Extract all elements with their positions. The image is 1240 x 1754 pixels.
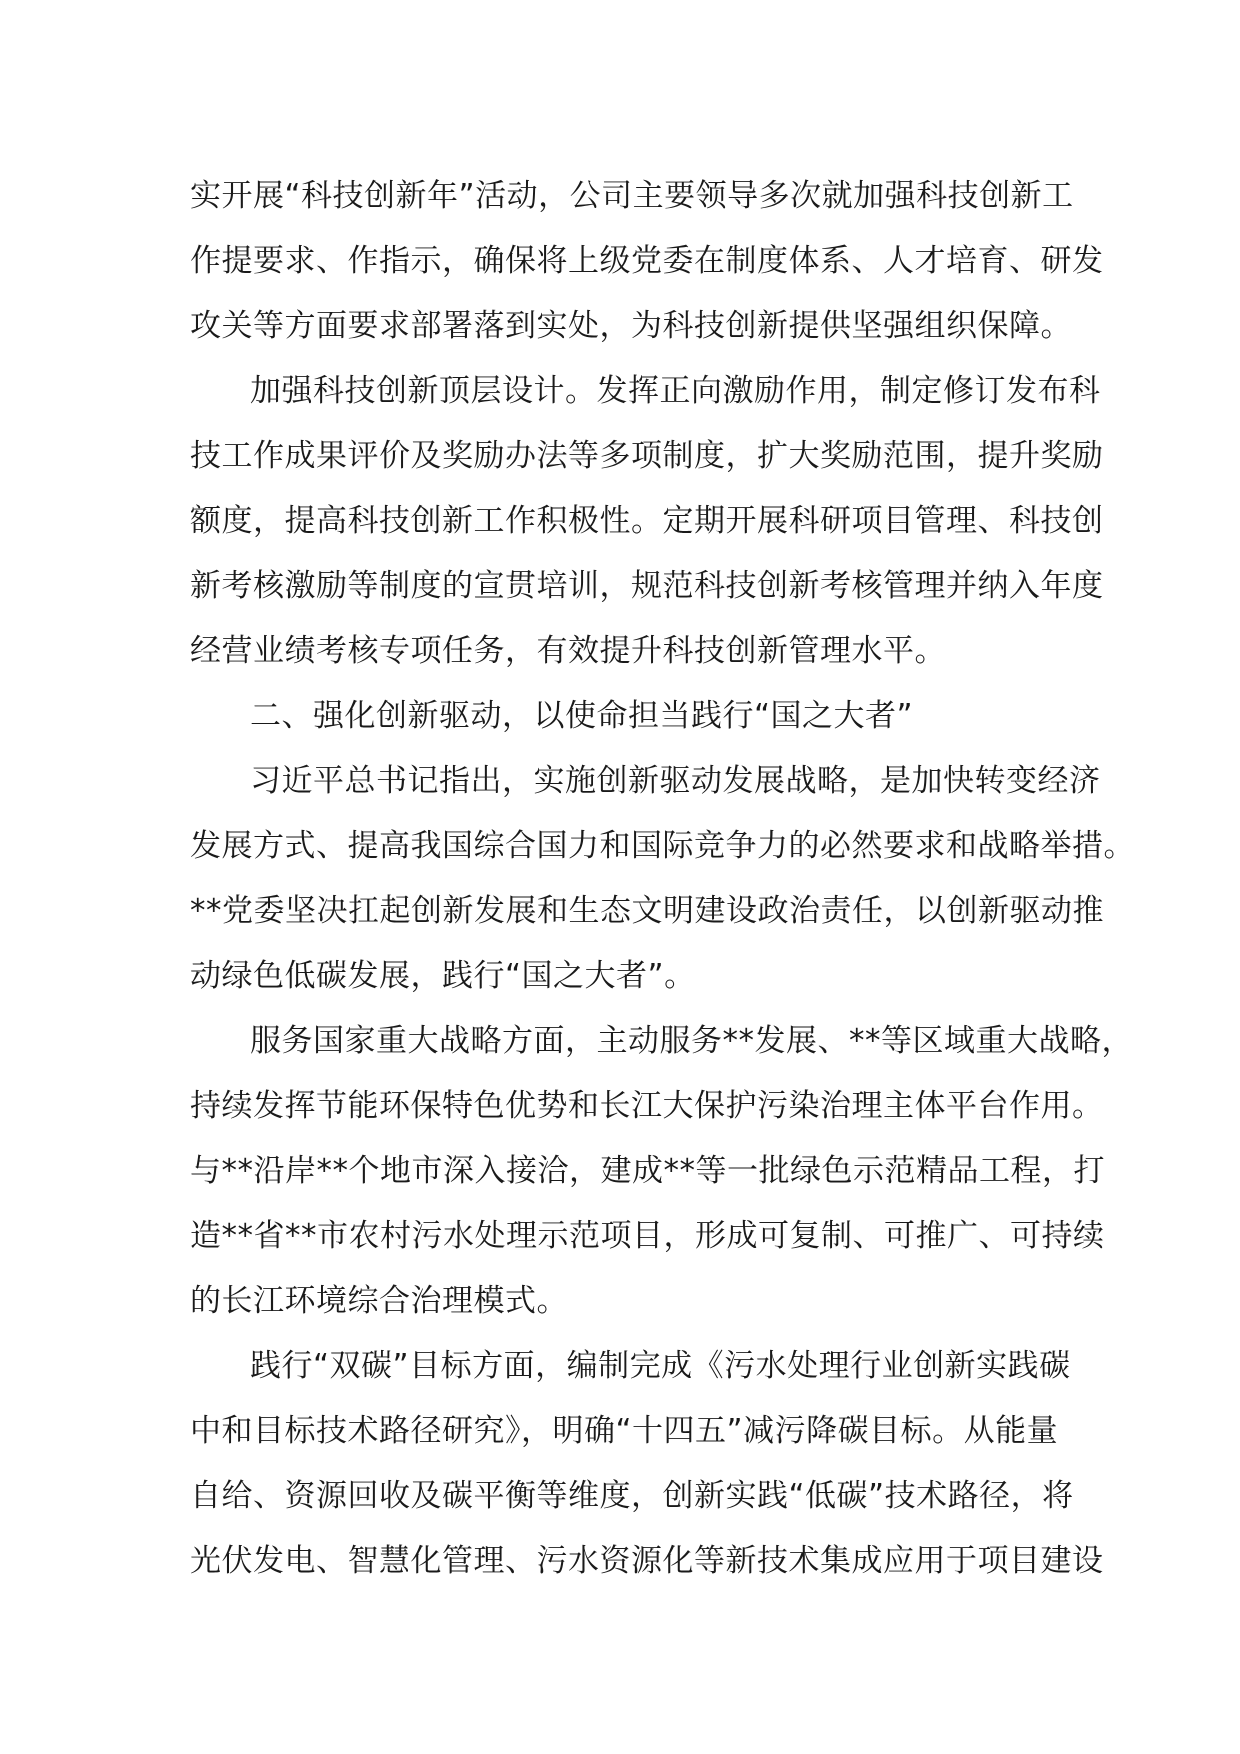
text-line: 中和目标技术路径研究》，明确“十四五”减污降碳目标。从能量 bbox=[190, 1413, 1059, 1449]
text-line: 攻关等方面要求部署落到实处，为科技创新提供坚强组织保障。 bbox=[190, 308, 1072, 344]
paragraph-first-line: 习近平总书记指出，实施创新驱动发展战略，是加快转变经济 bbox=[250, 763, 1101, 799]
text-line: 经营业绩考核专项任务，有效提升科技创新管理水平。 bbox=[190, 633, 946, 669]
text-line: 持续发挥节能环保特色优势和长江大保护污染治理主体平台作用。 bbox=[190, 1088, 1104, 1124]
text-line: 作提要求、作指示，确保将上级党委在制度体系、人才培育、研发 bbox=[190, 243, 1104, 279]
text-line: 的长江环境综合治理模式。 bbox=[190, 1283, 568, 1319]
text-line: 光伏发电、智慧化管理、污水资源化等新技术集成应用于项目建设 bbox=[190, 1543, 1104, 1579]
paragraph-first-line: 加强科技创新顶层设计。发挥正向激励作用，制定修订发布科 bbox=[250, 373, 1101, 409]
document-body bbox=[190, 164, 1135, 1594]
text-line: 实开展“科技创新年”活动，公司主要领导多次就加强科技创新工 bbox=[190, 178, 1074, 214]
text-line: 发展方式、提高我国综合国力和国际竞争力的必然要求和战略举措。 bbox=[190, 828, 1135, 864]
text-line: **党委坚决扛起创新发展和生态文明建设政治责任，以创新驱动推 bbox=[190, 893, 1104, 929]
text-line: 造**省**市农村污水处理示范项目，形成可复制、可推广、可持续 bbox=[190, 1218, 1105, 1254]
text-line: 动绿色低碳发展，践行“国之大者”。 bbox=[190, 958, 696, 994]
text-line: 与**沿岸**个地市深入接洽，建成**等一批绿色示范精品工程，打 bbox=[190, 1153, 1105, 1189]
text-line: 额度，提高科技创新工作积极性。定期开展科研项目管理、科技创 bbox=[190, 503, 1104, 539]
paragraph-first-line: 践行“双碳”目标方面，编制完成《污水处理行业创新实践碳 bbox=[250, 1348, 1071, 1384]
text-block bbox=[190, 164, 1135, 1594]
section-heading: 二、强化创新驱动，以使命担当践行“国之大者” bbox=[250, 698, 914, 734]
text-line: 自给、资源回收及碳平衡等维度，创新实践“低碳”技术路径，将 bbox=[190, 1478, 1074, 1514]
text-line: 技工作成果评价及奖励办法等多项制度，扩大奖励范围，提升奖励 bbox=[190, 438, 1104, 474]
paragraph-first-line: 服务国家重大战略方面，主动服务**发展、**等区域重大战略， bbox=[250, 1023, 1133, 1059]
text-line: 新考核激励等制度的宣贯培训，规范科技创新考核管理并纳入年度 bbox=[190, 568, 1104, 604]
